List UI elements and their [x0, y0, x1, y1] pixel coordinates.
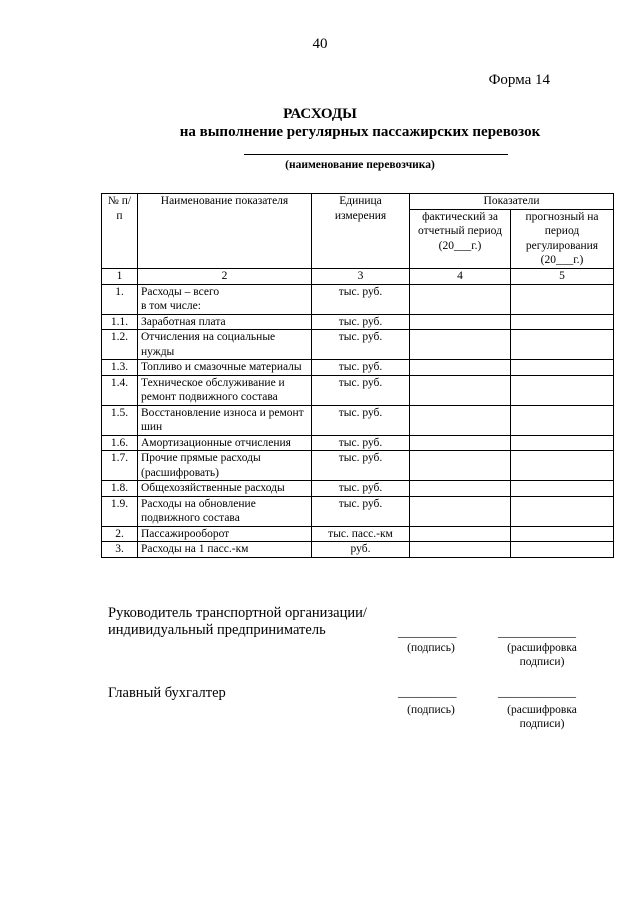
row-num: 1.9.	[102, 496, 138, 526]
head-name-caption: (расшифровка подписи)	[507, 642, 577, 668]
forecast-value-cell[interactable]	[511, 435, 614, 451]
forecast-value-cell[interactable]	[511, 542, 614, 558]
header-indicators: Показатели	[410, 194, 614, 210]
row-num: 2.	[102, 526, 138, 542]
row-name: Амортизационные отчисления	[138, 435, 312, 451]
row-num: 1.1.	[102, 314, 138, 330]
carrier-name-line	[244, 154, 508, 155]
row-unit: тыс. руб.	[312, 435, 410, 451]
row-unit: тыс. руб.	[312, 360, 410, 376]
accountant-name-caption: (расшифровка подписи)	[507, 704, 577, 730]
forecast-value-cell[interactable]	[511, 314, 614, 330]
head-signature-caption: (подпись)	[407, 642, 455, 654]
row-unit: тыс. руб.	[312, 375, 410, 405]
row-name: Пассажирооборот	[138, 526, 312, 542]
header-actual: фактический за отчетный период (20___г.)	[410, 209, 511, 269]
expenses-table	[101, 193, 614, 558]
actual-value-cell[interactable]	[410, 375, 511, 405]
table-row	[102, 481, 614, 497]
table-row	[102, 330, 614, 360]
row-num: 1.5.	[102, 405, 138, 435]
header-forecast: прогнозный на период регулирования (20___г.)	[511, 209, 614, 269]
row-num: 1.8.	[102, 481, 138, 497]
actual-value-cell[interactable]	[410, 481, 511, 497]
actual-value-cell[interactable]	[410, 405, 511, 435]
column-number: 2	[138, 269, 312, 285]
forecast-value-cell[interactable]	[511, 481, 614, 497]
row-unit: тыс. руб.	[312, 496, 410, 526]
page-number: 40	[312, 36, 328, 52]
carrier-name-caption: (наименование перевозчика)	[285, 159, 435, 171]
actual-value-cell[interactable]	[410, 314, 511, 330]
row-unit: тыс. пасс.-км	[312, 526, 410, 542]
table-row	[102, 496, 614, 526]
table-header-row	[102, 194, 614, 210]
header-name: Наименование показателя	[138, 194, 312, 269]
table-row	[102, 375, 614, 405]
forecast-value-cell[interactable]	[511, 451, 614, 481]
table-row	[102, 405, 614, 435]
table-row	[102, 451, 614, 481]
row-unit: тыс. руб.	[312, 314, 410, 330]
row-num: 1.	[102, 284, 138, 314]
form-number: Форма 14	[488, 72, 550, 88]
forecast-value-cell[interactable]	[511, 375, 614, 405]
table-row	[102, 284, 614, 314]
row-num: 3.	[102, 542, 138, 558]
row-unit: руб.	[312, 542, 410, 558]
row-num: 1.4.	[102, 375, 138, 405]
actual-value-cell[interactable]	[410, 435, 511, 451]
accountant-signature-caption: (подпись)	[407, 704, 455, 716]
actual-value-cell[interactable]	[410, 330, 511, 360]
row-name: Общехозяйственные расходы	[138, 481, 312, 497]
row-name: Техническое обслуживание и ремонт подвижного состава	[138, 375, 312, 405]
document-title: РАСХОДЫ	[283, 106, 357, 122]
table-row	[102, 314, 614, 330]
column-number: 4	[410, 269, 511, 285]
accountant-name-line: ____________	[498, 684, 576, 699]
actual-value-cell[interactable]	[410, 496, 511, 526]
forecast-value-cell[interactable]	[511, 496, 614, 526]
row-num: 1.7.	[102, 451, 138, 481]
actual-value-cell[interactable]	[410, 284, 511, 314]
row-name: Восстановление износа и ремонт шин	[138, 405, 312, 435]
actual-value-cell[interactable]	[410, 526, 511, 542]
row-name: Заработная плата	[138, 314, 312, 330]
header-unit: Единица измерения	[312, 194, 410, 269]
row-num: 1.3.	[102, 360, 138, 376]
row-name: Расходы на обновление подвижного состава	[138, 496, 312, 526]
row-num: 1.2.	[102, 330, 138, 360]
forecast-value-cell[interactable]	[511, 526, 614, 542]
row-num: 1.6.	[102, 435, 138, 451]
column-number: 1	[102, 269, 138, 285]
document-subtitle: на выполнение регулярных пассажирских перевозок	[179, 124, 541, 140]
header-num: № п/п	[102, 194, 138, 269]
table-row	[102, 360, 614, 376]
actual-value-cell[interactable]	[410, 542, 511, 558]
column-number-row	[102, 269, 614, 285]
column-number: 5	[511, 269, 614, 285]
row-name: Расходы на 1 пасс.-км	[138, 542, 312, 558]
row-name: Топливо и смазочные материалы	[138, 360, 312, 376]
actual-value-cell[interactable]	[410, 360, 511, 376]
accountant-label: Главный бухгалтер	[108, 685, 226, 701]
table-row	[102, 526, 614, 542]
accountant-signature-line: _________	[398, 684, 457, 699]
row-unit: тыс. руб.	[312, 330, 410, 360]
row-unit: тыс. руб.	[312, 481, 410, 497]
forecast-value-cell[interactable]	[511, 284, 614, 314]
table-row	[102, 435, 614, 451]
row-unit: тыс. руб.	[312, 405, 410, 435]
row-unit: тыс. руб.	[312, 284, 410, 314]
forecast-value-cell[interactable]	[511, 360, 614, 376]
row-name: Прочие прямые расходы (расшифровать)	[138, 451, 312, 481]
forecast-value-cell[interactable]	[511, 330, 614, 360]
forecast-value-cell[interactable]	[511, 405, 614, 435]
head-signature-line: _________	[398, 624, 457, 639]
row-unit: тыс. руб.	[312, 451, 410, 481]
head-signatory-label: Руководитель транспортной организации/ индивидуальный предприниматель	[108, 605, 367, 638]
head-name-line: ____________	[498, 624, 576, 639]
row-name: Отчисления на социальные нужды	[138, 330, 312, 360]
table-row	[102, 542, 614, 558]
row-name: Расходы – всего в том числе:	[138, 284, 312, 314]
column-number: 3	[312, 269, 410, 285]
actual-value-cell[interactable]	[410, 451, 511, 481]
